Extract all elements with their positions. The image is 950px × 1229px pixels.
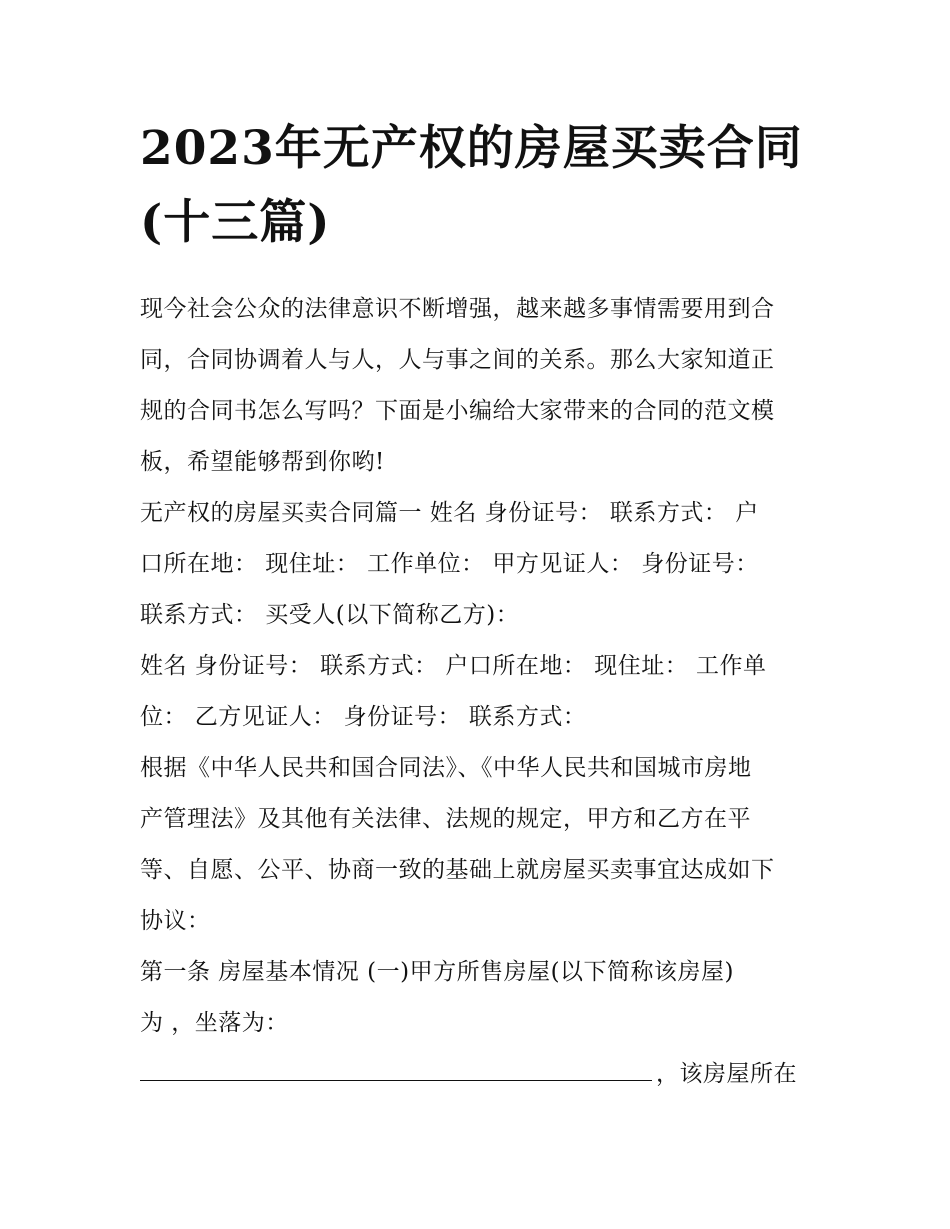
text-line: 联系方式： 买受人(以下简称乙方)：: [140, 602, 520, 628]
text-line: 规的合同书怎么写吗？下面是小编给大家带来的合同的范文模: [140, 398, 775, 424]
intro-paragraph: [140, 284, 820, 488]
text-line: 板，希望能够帮到你哟!: [140, 449, 385, 475]
seller-info-paragraph: [140, 488, 820, 641]
text-line: 口所在地： 现住址： 工作单位： 甲方见证人： 身份证号：: [140, 551, 759, 577]
text-line: 等、自愿、公平、协商一致的基础上就房屋买卖事宜达成如下: [140, 857, 775, 883]
blank-line-suffix: ，该房屋所在: [656, 1061, 797, 1087]
text-line: 无产权的房屋买卖合同篇一 姓名 身份证号： 联系方式： 户: [140, 500, 759, 526]
text-line: 姓名 身份证号： 联系方式： 户口所在地： 现住址： 工作单: [140, 653, 767, 679]
text-line: 同，合同协调着人与人，人与事之间的关系。那么大家知道正: [140, 347, 775, 373]
document-page: [140, 112, 820, 1100]
article-one-paragraph: [140, 947, 820, 1100]
text-line: 第一条 房屋基本情况 (一)甲方所售房屋(以下简称该房屋): [140, 959, 735, 985]
text-line: 位： 乙方见证人： 身份证号： 联系方式：: [140, 704, 587, 730]
text-line: 产管理法》及其他有关法律、法规的规定，甲方和乙方在平: [140, 806, 751, 832]
document-title: [140, 112, 820, 260]
text-line: 协议：: [140, 908, 211, 934]
text-line: 现今社会公众的法律意识不断增强，越来越多事情需要用到合: [140, 296, 775, 322]
buyer-info-paragraph: [140, 641, 820, 743]
text-line: 根据《中华人民共和国合同法》、《中华人民共和国城市房地: [140, 755, 752, 781]
text-line: 为 ，坐落为：: [140, 1010, 289, 1036]
legal-basis-paragraph: [140, 743, 820, 947]
title-line-2: (十三篇): [140, 195, 331, 250]
fill-in-line: [140, 1049, 820, 1100]
title-line-1: 2023年无产权的房屋买卖合同: [140, 121, 803, 176]
fill-in-blank: [140, 1052, 652, 1081]
